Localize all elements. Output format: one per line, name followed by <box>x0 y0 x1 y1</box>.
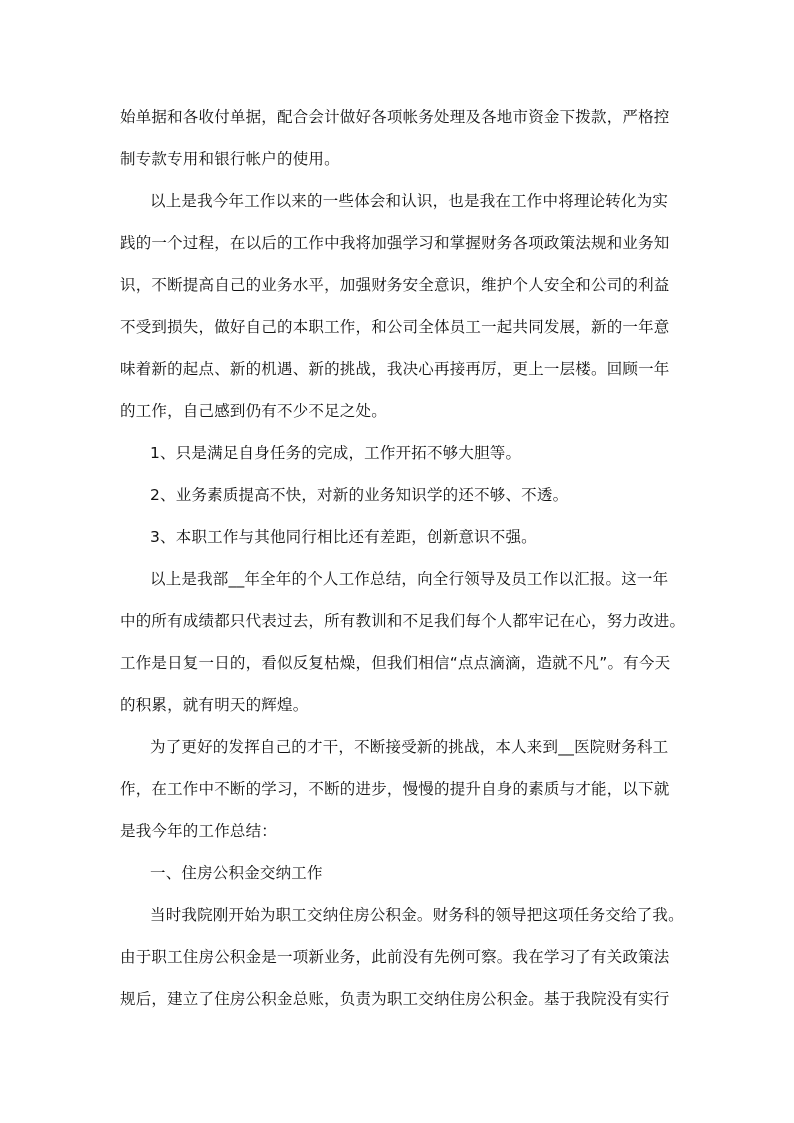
paragraph-line: 以上是我部__年全年的个人工作总结，向全行领导及员工作以汇报。这一年 <box>150 570 669 588</box>
paragraph-line: 是我今年的工作总结： <box>120 822 278 840</box>
paragraph-line: 不受到损失，做好自己的本职工作，和公司全体员工一起共同发展，新的一年意 <box>120 318 670 336</box>
paragraph-line: 规后，建立了住房公积金总账，负责为职工交纳住房公积金。基于我院没有实行 <box>120 990 670 1008</box>
paragraph-line: 践的一个过程，在以后的工作中我将加强学习和掌握财务各项政策法规和业务知 <box>120 234 670 252</box>
list-item: 2、业务素质提高不快，对新的业务知识学的还不够、不透。 <box>150 486 569 504</box>
paragraph-line: 的工作，自己感到仍有不少不足之处。 <box>120 402 387 420</box>
paragraph-line: 始单据和各收付单据，配合会计做好各项帐务处理及各地市资金下拨款，严格控 <box>120 108 670 126</box>
paragraph-line: 为了更好的发挥自己的才干，不断接受新的挑战，本人来到__医院财务科工 <box>150 738 669 756</box>
paragraph-line: 由于职工住房公积金是一项新业务，此前没有先例可察。我在学习了有关政策法 <box>120 948 670 966</box>
list-item: 1、只是满足自身任务的完成，工作开拓不够大胆等。 <box>150 444 522 462</box>
paragraph-line: 中的所有成绩都只代表过去，所有教训和不足我们每个人都牢记在心，努力改进。 <box>120 612 686 630</box>
paragraph-line: 识，不断提高自己的业务水平，加强财务安全意识，维护个人安全和公司的利益 <box>120 276 670 294</box>
paragraph-line: 作，在工作中不断的学习，不断的进步，慢慢的提升自身的素质与才能，以下就 <box>120 780 670 798</box>
section-heading: 一、住房公积金交纳工作 <box>150 864 323 882</box>
paragraph-line: 工作是日复一日的，看似反复枯燥，但我们相信“点点滴滴，造就不凡”。有今天 <box>120 654 671 672</box>
paragraph-line: 制专款专用和银行帐户的使用。 <box>120 150 340 168</box>
list-item: 3、本职工作与其他同行相比还有差距，创新意识不强。 <box>150 528 537 546</box>
paragraph-line: 当时我院刚开始为职工交纳住房公积金。财务科的领导把这项任务交给了我。 <box>150 906 684 924</box>
paragraph-line: 味着新的起点、新的机遇、新的挑战，我决心再接再厉，更上一层楼。回顾一年 <box>120 360 670 378</box>
paragraph-line: 以上是我今年工作以来的一些体会和认识，也是我在工作中将理论转化为实 <box>150 192 669 210</box>
paragraph-line: 的积累，就有明天的辉煌。 <box>120 696 309 714</box>
